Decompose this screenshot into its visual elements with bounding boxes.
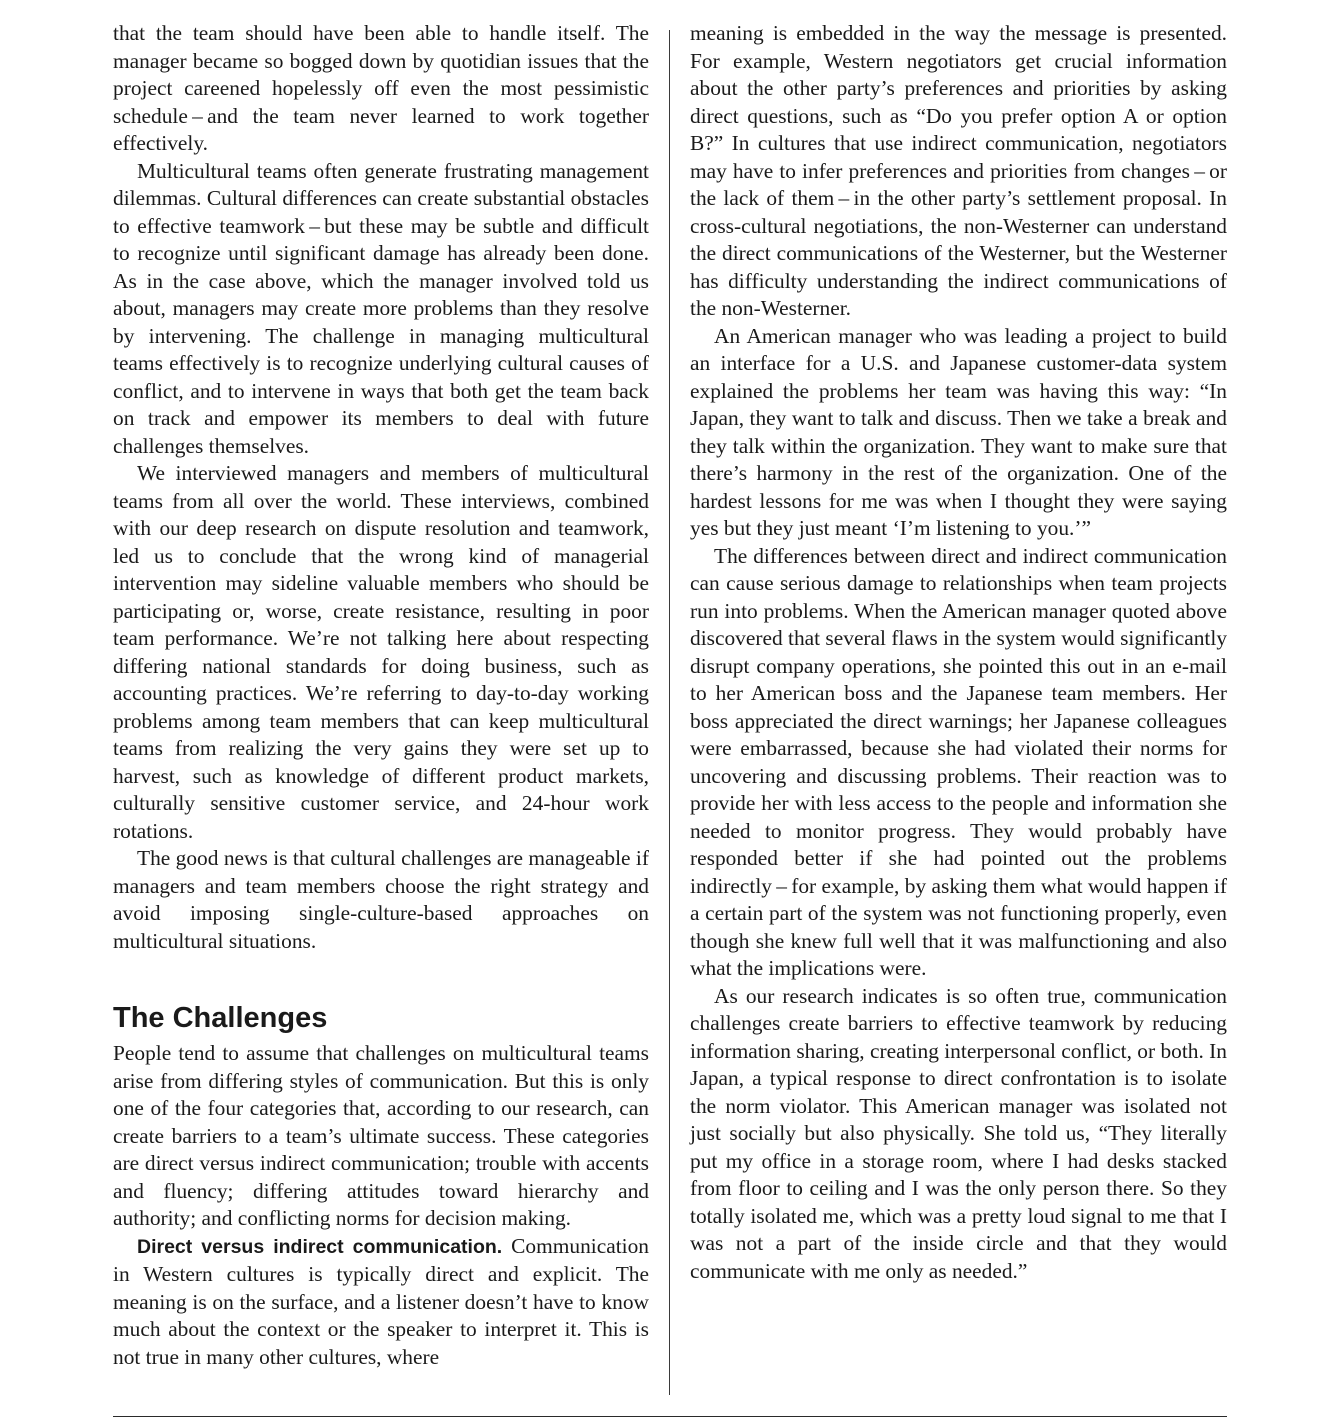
left-paragraph-5: People tend to assume that challenges on multicultural teams arise from differing styles of communication. But this is only one of the four categories that, according to our research, can create barriers to a team’s ultimate success. These categories are direct versus indirect communication; trouble with accents and fluency; differing attitudes toward hierarchy and authority; and conflicting norms for decision making.	[113, 1041, 649, 1230]
left-paragraph-6-body: Communication in Western cultures is typically direct and explicit. The meaning is on the surface, and a listener doesn’t have to know much about the context or the speaker to interpret it. This is not true in many other cultures, where	[113, 1233, 650, 1369]
left-paragraph-2: Multicultural teams often generate frustrating management dilemmas. Cultural differences can create substantial obstacles to effective teamwork – but these may be subtle and difficult to recognize until significant damage has already been done. As in the case above, which the manager involved told us about, managers may create more problems than they resolve by intervening. The challenge in managing multicultural teams effectively is to recognize underlying cultural causes of conflict, and to intervene in ways that both get the team back on track and empower its members to deal with future challenges themselves.	[113, 158, 649, 458]
left-paragraph-3: We interviewed managers and members of multicultural teams from all over the world. These interviews, combined with our deep research on dispute resolution and teamwork, led us to conclude that the wrong kind of managerial intervention may sideline valuable members who should be participating or, worse, create resistance, resulting in poor team performance. We’re not talking here about respecting differing national standards for doing business, such as accounting practices. We’re referring to day-to-day working problems among team members that can keep multicultural teams from realizing the very gains they were set up to harvest, such as knowledge of different product markets, culturally sensitive customer service, and 24-hour work rotations.	[113, 461, 649, 843]
right-paragraph-4: As our research indicates is so often true, communication challenges create barriers to effective teamwork by reducing information sharing, creating interpersonal conflict, or both. In Japan, a typical response to direct confrontation is to isolate the norm violator. This American manager was isolated not just socially but also physically. She told us, “They literally put my office in a storage room, where I had desks stacked from floor to ceiling and I was the only person there. So they totally isolated me, which was a pretty loud signal to me that I was not a part of the inside circle and that they would communicate with me only as needed.”	[690, 983, 1227, 1283]
section-heading: The Challenges	[113, 1002, 328, 1034]
bottom-divider	[113, 1416, 1227, 1417]
right-paragraph-2: An American manager who was leading a project to build an interface for a U.S. and Japanese customer-data system explained the problems her team was having this way: “In Japan, they want to talk and discuss. Then we take a break and they talk within the organization. They want to make sure that there’s harmony in the rest of the organization. One of the hardest lessons for me was when I thought they were saying yes but they just meant ‘I’m listening to you.’”	[690, 323, 1227, 540]
right-column	[690, 20, 1227, 1285]
column-divider	[669, 30, 670, 1395]
run-in-heading: Direct versus indirect communication.	[137, 1235, 503, 1258]
left-paragraph-4: The good news is that cultural challenges are manageable if managers and team members choose the right strategy and avoid imposing single-culture-based approaches on multicultural situations.	[113, 846, 649, 953]
left-paragraph-6	[113, 1233, 649, 1372]
right-paragraph-1: meaning is embedded in the way the message is presented. For example, Western negotiators get crucial information about the other party’s preferences and priorities by asking direct questions, such as “Do you prefer option A or option B?” In cultures that use indirect communication, negotiators may have to infer preferences and priorities from changes – or the lack of them – in the other party’s settlement proposal. In cross-cultural negotiations, the non-Westerner can understand the direct communications of the Westerner, but the Westerner has difficulty understanding the indirect communications of the non-Westerner.	[690, 21, 1227, 320]
right-paragraph-3: The differences between direct and indirect communication can cause serious damage to relationships when team projects run into problems. When the American manager quoted above discovered that several flaws in the system would significantly disrupt company operations, she pointed this out in an e-mail to her American boss and the Japanese team members. Her boss appreciated the direct warnings; her Japanese colleagues were embarrassed, because she had violated their norms for uncovering and discussing problems. Their reaction was to provide her with less access to the people and information she needed to monitor progress. They would probably have responded better if she had pointed out the problems indirectly – for example, by asking them what would happen if a certain part of the system was not functioning properly, even though she knew full well that it was malfunctioning and also what the implications were.	[690, 543, 1228, 980]
left-column	[113, 20, 649, 1371]
left-paragraph-1: that the team should have been able to handle itself. The manager became so bogged down by quotidian issues that the project careened hopelessly off even the most pessimistic schedule – and the team never learned to work together effectively.	[113, 21, 649, 155]
